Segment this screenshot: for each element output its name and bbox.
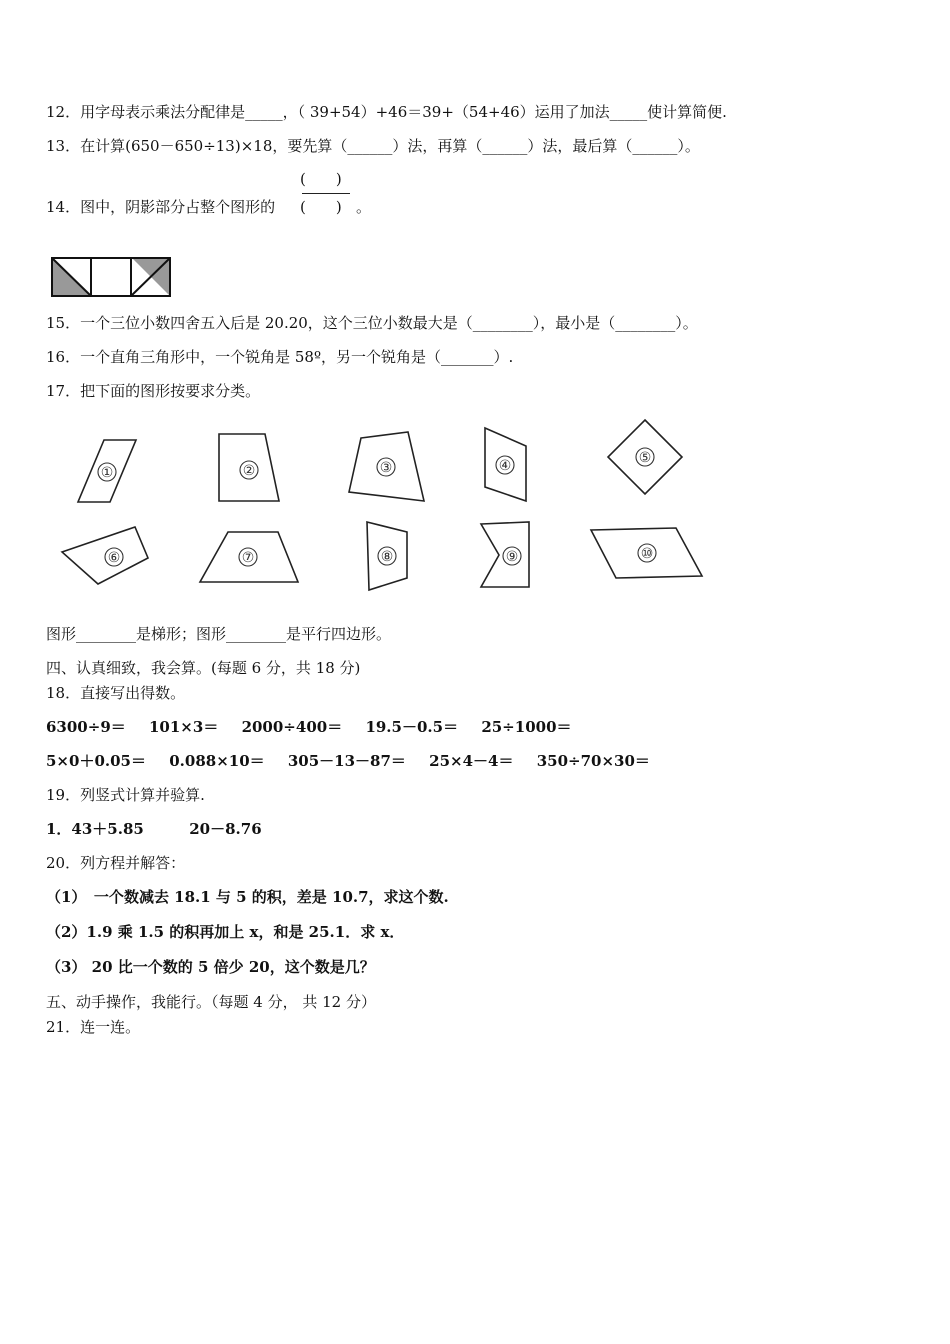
calc-item: 25÷1000＝ — [481, 718, 572, 736]
calc-item: 0.088×10＝ — [169, 752, 265, 770]
calc-item: 5×0＋0.05＝ — [46, 752, 146, 770]
question-14 — [46, 197, 275, 217]
question-13: 13．在计算(650－650÷13)×18，要先算（______）法，再算（______）法，最后算（______）。 — [46, 137, 700, 155]
question-15: 15．一个三位小数四舍五入后是 20.20，这个三位小数最大是（________），最小是（________）。 — [46, 314, 698, 332]
section-5-heading: 五、动手操作，我能行。（每题 4 分， 共 12 分） — [46, 993, 376, 1011]
quadrilaterals-figure — [50, 412, 720, 598]
calc-item: 6300÷9＝ — [46, 718, 126, 736]
q20-item-3: （3） 20 比一个数的 5 倍少 20，这个数是几？ — [46, 958, 375, 976]
question-17-answer: 图形________是梯形；图形________是平行四边形。 — [46, 625, 392, 643]
shape-label-3: ③ — [379, 460, 393, 476]
question-14-end: 。 — [356, 198, 372, 216]
question-19: 19．列竖式计算并验算. — [46, 786, 205, 804]
shape-label-8: ⑧ — [380, 549, 394, 565]
calc-item: 350÷70×30＝ — [536, 752, 650, 770]
fraction-bar — [302, 193, 350, 194]
q19-item: 20－8.76 — [189, 820, 262, 838]
shape-label-4: ④ — [498, 458, 512, 474]
q20-item-1: （1） 一个数减去 18.1 与 5 的积，差是 10.7，求这个数. — [46, 888, 449, 906]
question-17: 17．把下面的图形按要求分类。 — [46, 382, 261, 400]
calc-row-2 — [46, 751, 650, 771]
question-19-items — [46, 819, 262, 839]
shape-label-10: ⑩ — [640, 546, 654, 562]
q19-item: 1．43＋5.85 — [46, 820, 144, 838]
calc-row-1 — [46, 717, 572, 737]
calc-item: 2000÷400＝ — [241, 718, 343, 736]
q20-item-2: （2）1.9 乘 1.5 的积再加上 x，和是 25.1．求 x． — [46, 923, 405, 941]
fraction-denominator: ( ) — [300, 198, 342, 216]
question-14-text: 14．图中，阴影部分占整个图形的 — [46, 198, 276, 216]
shape-label-5: ⑤ — [638, 450, 652, 466]
calc-item: 25×4－4＝ — [429, 752, 514, 770]
calc-item: 101×3＝ — [149, 718, 219, 736]
shape-label-1: ① — [100, 465, 114, 481]
shaded-squares-figure — [48, 254, 174, 300]
shape-label-6: ⑥ — [107, 550, 121, 566]
question-20: 20．列方程并解答： — [46, 854, 186, 872]
shape-label-2: ② — [242, 463, 256, 479]
shape-label-9: ⑨ — [505, 549, 519, 565]
calc-item: 19.5－0.5＝ — [365, 718, 459, 736]
question-18: 18．直接写出得数。 — [46, 684, 186, 702]
section-4-heading: 四、认真细致，我会算。(每题 6 分，共 18 分) — [46, 659, 361, 677]
shape-label-7: ⑦ — [241, 550, 255, 566]
question-21: 21．连一连。 — [46, 1018, 141, 1036]
fraction-numerator: ( ) — [300, 170, 342, 188]
question-12: 12．用字母表示乘法分配律是_____，（ 39+54）+46＝39+（54+46）运用了加法_____使计算简便. — [46, 103, 727, 121]
calc-item: 305－13－87＝ — [287, 752, 406, 770]
question-16: 16．一个直角三角形中，一个锐角是 58º，另一个锐角是（_______）. — [46, 348, 514, 366]
